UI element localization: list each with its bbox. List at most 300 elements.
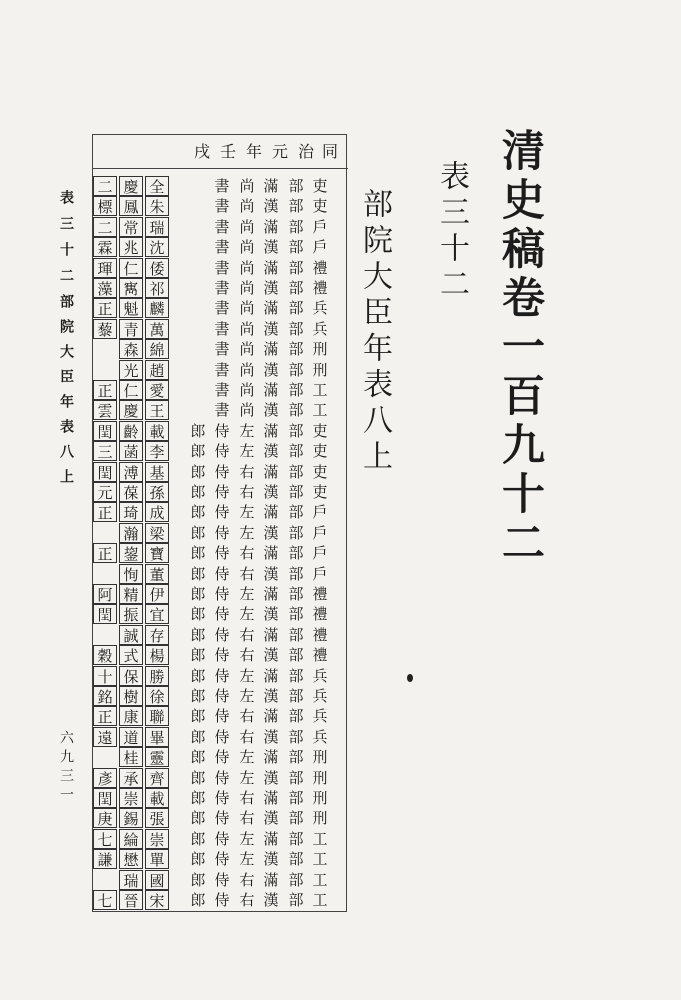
post-char: 左 bbox=[239, 421, 255, 440]
name-char: 二 bbox=[93, 176, 117, 196]
post-char: 部 bbox=[288, 279, 304, 297]
post-char: 刑 bbox=[312, 748, 328, 767]
post-char: 滿 bbox=[263, 544, 279, 563]
name-char: 楊 bbox=[145, 645, 169, 665]
post-char: 兵 bbox=[312, 299, 328, 318]
post-char: 工 bbox=[312, 381, 328, 399]
post-char: 尚 bbox=[239, 177, 255, 195]
name-char: 靈 bbox=[145, 747, 169, 767]
name-char: 銘 bbox=[93, 686, 117, 706]
post-char: 刑 bbox=[312, 360, 328, 379]
post-char: 工 bbox=[312, 891, 328, 909]
name-char: 誠 bbox=[119, 625, 143, 645]
name-char: 元 bbox=[93, 482, 117, 502]
post-char: 戶 bbox=[312, 564, 328, 583]
post-char: 吏 bbox=[312, 442, 328, 461]
post-char: 右 bbox=[239, 646, 255, 665]
post-char: 侍 bbox=[214, 707, 230, 726]
post-char: 漢 bbox=[263, 238, 279, 257]
name-char: 載 bbox=[145, 421, 169, 441]
name-char: 閏 bbox=[93, 604, 117, 624]
post-char: 書 bbox=[214, 217, 230, 236]
post-char: 侍 bbox=[214, 503, 230, 522]
table-row bbox=[93, 848, 346, 870]
post-char: 兵 bbox=[312, 707, 328, 726]
post-char: 戶 bbox=[312, 523, 328, 542]
table-row bbox=[93, 767, 346, 789]
post-char: 部 bbox=[288, 360, 304, 379]
post-char: 部 bbox=[288, 809, 304, 828]
table-row bbox=[93, 440, 346, 462]
margin-title: 表三十二 bbox=[58, 190, 74, 294]
name-char: 琿 bbox=[93, 258, 117, 278]
name-char: 沈 bbox=[145, 237, 169, 257]
post-char: 部 bbox=[288, 727, 304, 746]
name-char: 十 bbox=[93, 666, 117, 686]
post-char: 滿 bbox=[263, 258, 279, 277]
post-char: 右 bbox=[239, 483, 255, 501]
post-char: 部 bbox=[288, 340, 304, 359]
table-row bbox=[93, 359, 346, 381]
post-char: 右 bbox=[239, 707, 255, 726]
post-char: 尚 bbox=[239, 381, 255, 399]
post-char: 漢 bbox=[263, 401, 279, 420]
table-row bbox=[93, 216, 346, 238]
post-char: 部 bbox=[288, 687, 304, 705]
post-char: 滿 bbox=[263, 299, 279, 318]
name-char: 趙 bbox=[145, 360, 169, 380]
name-char: 基 bbox=[145, 462, 169, 482]
name-char: 閏 bbox=[93, 421, 117, 441]
post-char: 左 bbox=[239, 850, 255, 869]
name-char: 正 bbox=[93, 502, 117, 522]
post-char: 吏 bbox=[312, 421, 328, 440]
name-char: 錫 bbox=[119, 808, 143, 828]
post-char: 侍 bbox=[214, 789, 230, 807]
post-char: 滿 bbox=[263, 340, 279, 359]
post-char: 郎 bbox=[190, 768, 206, 787]
name-char: 標 bbox=[93, 196, 117, 216]
post-char: 部 bbox=[288, 850, 304, 869]
post-char: 右 bbox=[239, 625, 255, 644]
post-char: 侍 bbox=[214, 870, 230, 889]
post-char: 吏 bbox=[312, 483, 328, 501]
name-char bbox=[93, 564, 117, 584]
year-header-row bbox=[93, 135, 348, 169]
name-char bbox=[93, 625, 117, 645]
table-row bbox=[93, 522, 346, 544]
name-char: 閏 bbox=[93, 462, 117, 482]
post-char: 漢 bbox=[263, 442, 279, 461]
post-char: 書 bbox=[214, 177, 230, 195]
name-char: 森 bbox=[119, 339, 143, 359]
post-char: 部 bbox=[288, 768, 304, 787]
post-char: 刑 bbox=[312, 768, 328, 787]
post-char: 部 bbox=[288, 625, 304, 644]
post-char: 侍 bbox=[214, 421, 230, 440]
post-char: 漢 bbox=[263, 319, 279, 338]
post-char: 尚 bbox=[239, 401, 255, 420]
post-char: 滿 bbox=[263, 666, 279, 685]
name-char: 寯 bbox=[119, 278, 143, 298]
name-char bbox=[93, 747, 117, 767]
name-char: 彥 bbox=[93, 768, 117, 788]
post-char: 部 bbox=[288, 564, 304, 583]
post-char: 滿 bbox=[263, 748, 279, 767]
post-char: 部 bbox=[288, 605, 304, 624]
post-char: 戶 bbox=[312, 238, 328, 257]
table-row bbox=[93, 807, 346, 829]
name-char: 常 bbox=[119, 217, 143, 237]
name-char: 慶 bbox=[119, 400, 143, 420]
post-char: 滿 bbox=[263, 707, 279, 726]
post-char: 部 bbox=[288, 646, 304, 665]
post-char: 滿 bbox=[263, 381, 279, 399]
table-row bbox=[93, 685, 346, 707]
name-char: 魁 bbox=[119, 298, 143, 318]
post-char: 戶 bbox=[312, 503, 328, 522]
post-char: 部 bbox=[288, 891, 304, 909]
name-char: 七 bbox=[93, 890, 117, 910]
post-char: 滿 bbox=[263, 870, 279, 889]
table-row bbox=[93, 583, 346, 605]
post-char: 滿 bbox=[263, 217, 279, 236]
post-char: 禮 bbox=[312, 258, 328, 277]
post-char: 侍 bbox=[214, 442, 230, 461]
post-char: 部 bbox=[288, 585, 304, 603]
post-char: 左 bbox=[239, 523, 255, 542]
year-char: 元 bbox=[271, 142, 288, 161]
post-char: 侍 bbox=[214, 809, 230, 828]
name-char: 仁 bbox=[119, 380, 143, 400]
table-row bbox=[93, 338, 346, 360]
post-char: 兵 bbox=[312, 319, 328, 338]
post-char: 郎 bbox=[190, 442, 206, 461]
name-char: 遠 bbox=[93, 727, 117, 747]
post-char: 侍 bbox=[214, 768, 230, 787]
post-char: 刑 bbox=[312, 809, 328, 828]
post-char: 滿 bbox=[263, 585, 279, 603]
name-char: 康 bbox=[119, 706, 143, 726]
post-char: 部 bbox=[288, 503, 304, 522]
table-row bbox=[93, 563, 346, 585]
post-char: 漢 bbox=[263, 605, 279, 624]
table-row bbox=[93, 828, 346, 850]
post-char: 右 bbox=[239, 564, 255, 583]
post-char: 尚 bbox=[239, 299, 255, 318]
name-char: 綸 bbox=[119, 829, 143, 849]
table-row bbox=[93, 461, 346, 483]
post-char: 部 bbox=[288, 707, 304, 726]
name-char: 謙 bbox=[93, 849, 117, 869]
post-char: 書 bbox=[214, 401, 230, 420]
name-char: 成 bbox=[145, 502, 169, 522]
post-char: 禮 bbox=[312, 605, 328, 624]
name-char: 聯 bbox=[145, 706, 169, 726]
year-char: 年 bbox=[245, 142, 262, 161]
post-char: 戶 bbox=[312, 217, 328, 236]
post-char: 部 bbox=[288, 299, 304, 318]
post-char: 部 bbox=[288, 238, 304, 257]
post-char: 工 bbox=[312, 850, 328, 869]
post-char: 郎 bbox=[190, 707, 206, 726]
post-char: 滿 bbox=[263, 789, 279, 807]
post-char: 侍 bbox=[214, 605, 230, 624]
table-subtitle: 表三十二 bbox=[434, 160, 469, 304]
post-char: 郎 bbox=[190, 727, 206, 746]
table-row bbox=[93, 318, 346, 340]
year-char: 壬 bbox=[219, 142, 236, 161]
name-char: 李 bbox=[145, 441, 169, 461]
name-char: 式 bbox=[119, 645, 143, 665]
post-char: 左 bbox=[239, 829, 255, 848]
name-char: 全 bbox=[145, 176, 169, 196]
table-row bbox=[93, 542, 346, 564]
post-char: 書 bbox=[214, 340, 230, 359]
post-char: 郎 bbox=[190, 503, 206, 522]
table-row bbox=[93, 195, 346, 217]
book-title: 清史稿卷一百九十二 bbox=[495, 128, 545, 569]
table-row bbox=[93, 420, 346, 442]
table-row bbox=[93, 726, 346, 748]
post-char: 郎 bbox=[190, 687, 206, 705]
post-char: 書 bbox=[214, 197, 230, 216]
post-char: 郎 bbox=[190, 789, 206, 807]
post-char: 禮 bbox=[312, 646, 328, 665]
post-char: 郎 bbox=[190, 891, 206, 909]
name-char: 瑞 bbox=[145, 217, 169, 237]
post-char: 部 bbox=[288, 381, 304, 399]
post-char: 右 bbox=[239, 891, 255, 909]
name-char: 正 bbox=[93, 380, 117, 400]
post-char: 部 bbox=[288, 258, 304, 277]
post-char: 侍 bbox=[214, 727, 230, 746]
name-char: 道 bbox=[119, 727, 143, 747]
post-char: 滿 bbox=[263, 421, 279, 440]
name-char: 祁 bbox=[145, 278, 169, 298]
post-char: 侍 bbox=[214, 666, 230, 685]
post-char: 郎 bbox=[190, 544, 206, 563]
name-char: 桂 bbox=[119, 747, 143, 767]
post-char: 郎 bbox=[190, 646, 206, 665]
name-char: 宋 bbox=[145, 890, 169, 910]
table-row bbox=[93, 869, 346, 891]
name-char: 兆 bbox=[119, 237, 143, 257]
name-char: 梁 bbox=[145, 523, 169, 543]
post-char: 部 bbox=[288, 177, 304, 195]
post-char: 郎 bbox=[190, 523, 206, 542]
post-char: 左 bbox=[239, 503, 255, 522]
post-char: 漢 bbox=[263, 687, 279, 705]
ink-dot bbox=[407, 674, 413, 682]
table-row bbox=[93, 257, 346, 279]
post-char: 侍 bbox=[214, 646, 230, 665]
post-char: 兵 bbox=[312, 727, 328, 746]
name-char: 承 bbox=[119, 768, 143, 788]
post-char: 書 bbox=[214, 360, 230, 379]
table-row bbox=[93, 624, 346, 646]
post-char: 工 bbox=[312, 829, 328, 848]
post-char: 工 bbox=[312, 401, 328, 420]
post-char: 滿 bbox=[263, 625, 279, 644]
post-char: 書 bbox=[214, 238, 230, 257]
post-char: 尚 bbox=[239, 238, 255, 257]
post-char: 左 bbox=[239, 666, 255, 685]
post-char: 滿 bbox=[263, 503, 279, 522]
table-row bbox=[93, 277, 346, 299]
name-char: 齡 bbox=[119, 421, 143, 441]
name-char: 張 bbox=[145, 808, 169, 828]
post-char: 左 bbox=[239, 687, 255, 705]
post-char: 侍 bbox=[214, 483, 230, 501]
name-char: 振 bbox=[119, 604, 143, 624]
post-char: 郎 bbox=[190, 748, 206, 767]
post-char: 尚 bbox=[239, 279, 255, 297]
name-char: 伊 bbox=[145, 584, 169, 604]
post-char: 部 bbox=[288, 319, 304, 338]
name-char: 藻 bbox=[93, 278, 117, 298]
post-char: 左 bbox=[239, 748, 255, 767]
post-char: 郎 bbox=[190, 462, 206, 481]
post-char: 侍 bbox=[214, 748, 230, 767]
table-heading: 部院大臣年表八上 bbox=[357, 188, 392, 476]
post-char: 郎 bbox=[190, 421, 206, 440]
post-char: 郎 bbox=[190, 625, 206, 644]
post-char: 侍 bbox=[214, 687, 230, 705]
post-char: 部 bbox=[288, 829, 304, 848]
post-char: 部 bbox=[288, 421, 304, 440]
post-char: 刑 bbox=[312, 789, 328, 807]
post-char: 漢 bbox=[263, 891, 279, 909]
post-char: 尚 bbox=[239, 319, 255, 338]
post-char: 左 bbox=[239, 585, 255, 603]
post-char: 刑 bbox=[312, 340, 328, 359]
name-char: 葆 bbox=[119, 482, 143, 502]
post-char: 書 bbox=[214, 319, 230, 338]
name-char: 懋 bbox=[119, 849, 143, 869]
post-char: 漢 bbox=[263, 197, 279, 216]
post-char: 尚 bbox=[239, 340, 255, 359]
post-char: 漢 bbox=[263, 768, 279, 787]
name-char: 勝 bbox=[145, 666, 169, 686]
name-char: 存 bbox=[145, 625, 169, 645]
post-char: 吏 bbox=[312, 177, 328, 195]
table-row bbox=[93, 705, 346, 727]
name-char: 閏 bbox=[93, 788, 117, 808]
name-char: 恂 bbox=[119, 564, 143, 584]
margin-subtitle: 部院大臣年表八上 bbox=[58, 294, 74, 494]
post-char: 侍 bbox=[214, 564, 230, 583]
post-char: 漢 bbox=[263, 279, 279, 297]
post-char: 部 bbox=[288, 401, 304, 420]
name-char: 阿 bbox=[93, 584, 117, 604]
post-char: 部 bbox=[288, 748, 304, 767]
post-char: 工 bbox=[312, 870, 328, 889]
post-char: 尚 bbox=[239, 360, 255, 379]
post-char: 漢 bbox=[263, 850, 279, 869]
post-char: 部 bbox=[288, 197, 304, 216]
name-char: 精 bbox=[119, 584, 143, 604]
post-char: 漢 bbox=[263, 360, 279, 379]
post-char: 侍 bbox=[214, 829, 230, 848]
table-row bbox=[93, 399, 346, 421]
name-char: 愛 bbox=[145, 380, 169, 400]
post-char: 部 bbox=[288, 462, 304, 481]
post-char: 右 bbox=[239, 870, 255, 889]
post-char: 滿 bbox=[263, 829, 279, 848]
post-char: 部 bbox=[288, 666, 304, 685]
table-row bbox=[93, 644, 346, 666]
post-char: 禮 bbox=[312, 585, 328, 603]
post-char: 郎 bbox=[190, 829, 206, 848]
name-char: 載 bbox=[145, 788, 169, 808]
post-char: 部 bbox=[288, 523, 304, 542]
post-char: 漢 bbox=[263, 523, 279, 542]
table-row bbox=[93, 481, 346, 503]
post-char: 部 bbox=[288, 217, 304, 236]
post-char: 郎 bbox=[190, 564, 206, 583]
name-char: 麟 bbox=[145, 298, 169, 318]
name-char bbox=[93, 523, 117, 543]
post-char: 滿 bbox=[263, 462, 279, 481]
post-char: 郎 bbox=[190, 666, 206, 685]
post-char: 侍 bbox=[214, 891, 230, 909]
name-char: 穀 bbox=[93, 645, 117, 665]
name-char: 青 bbox=[119, 319, 143, 339]
name-char: 慶 bbox=[119, 176, 143, 196]
name-char: 徐 bbox=[145, 686, 169, 706]
post-char: 滿 bbox=[263, 177, 279, 195]
name-char: 菡 bbox=[119, 441, 143, 461]
post-char: 郎 bbox=[190, 850, 206, 869]
table-row bbox=[93, 746, 346, 768]
name-char: 光 bbox=[119, 360, 143, 380]
post-char: 郎 bbox=[190, 870, 206, 889]
post-char: 左 bbox=[239, 768, 255, 787]
post-char: 尚 bbox=[239, 197, 255, 216]
post-char: 兵 bbox=[312, 687, 328, 705]
post-char: 右 bbox=[239, 544, 255, 563]
name-char: 鳳 bbox=[119, 196, 143, 216]
name-char: 瑞 bbox=[119, 870, 143, 890]
post-char: 書 bbox=[214, 381, 230, 399]
post-char: 書 bbox=[214, 299, 230, 318]
name-char: 三 bbox=[93, 441, 117, 461]
table-row bbox=[93, 175, 346, 197]
name-char: 正 bbox=[93, 298, 117, 318]
post-char: 部 bbox=[288, 789, 304, 807]
name-char: 鋆 bbox=[119, 543, 143, 563]
post-char: 右 bbox=[239, 462, 255, 481]
table-row bbox=[93, 787, 346, 809]
post-char: 漢 bbox=[263, 646, 279, 665]
name-char: 保 bbox=[119, 666, 143, 686]
post-char: 部 bbox=[288, 544, 304, 563]
name-char: 正 bbox=[93, 706, 117, 726]
name-char: 二 bbox=[93, 217, 117, 237]
name-char: 寶 bbox=[145, 543, 169, 563]
post-char: 漢 bbox=[263, 809, 279, 828]
post-char: 侍 bbox=[214, 585, 230, 603]
name-char: 綿 bbox=[145, 339, 169, 359]
post-char: 兵 bbox=[312, 666, 328, 685]
table-row bbox=[93, 236, 346, 258]
post-char: 左 bbox=[239, 605, 255, 624]
name-char: 孫 bbox=[145, 482, 169, 502]
year-char: 同 bbox=[321, 142, 338, 161]
name-char: 樹 bbox=[119, 686, 143, 706]
post-char: 漢 bbox=[263, 727, 279, 746]
